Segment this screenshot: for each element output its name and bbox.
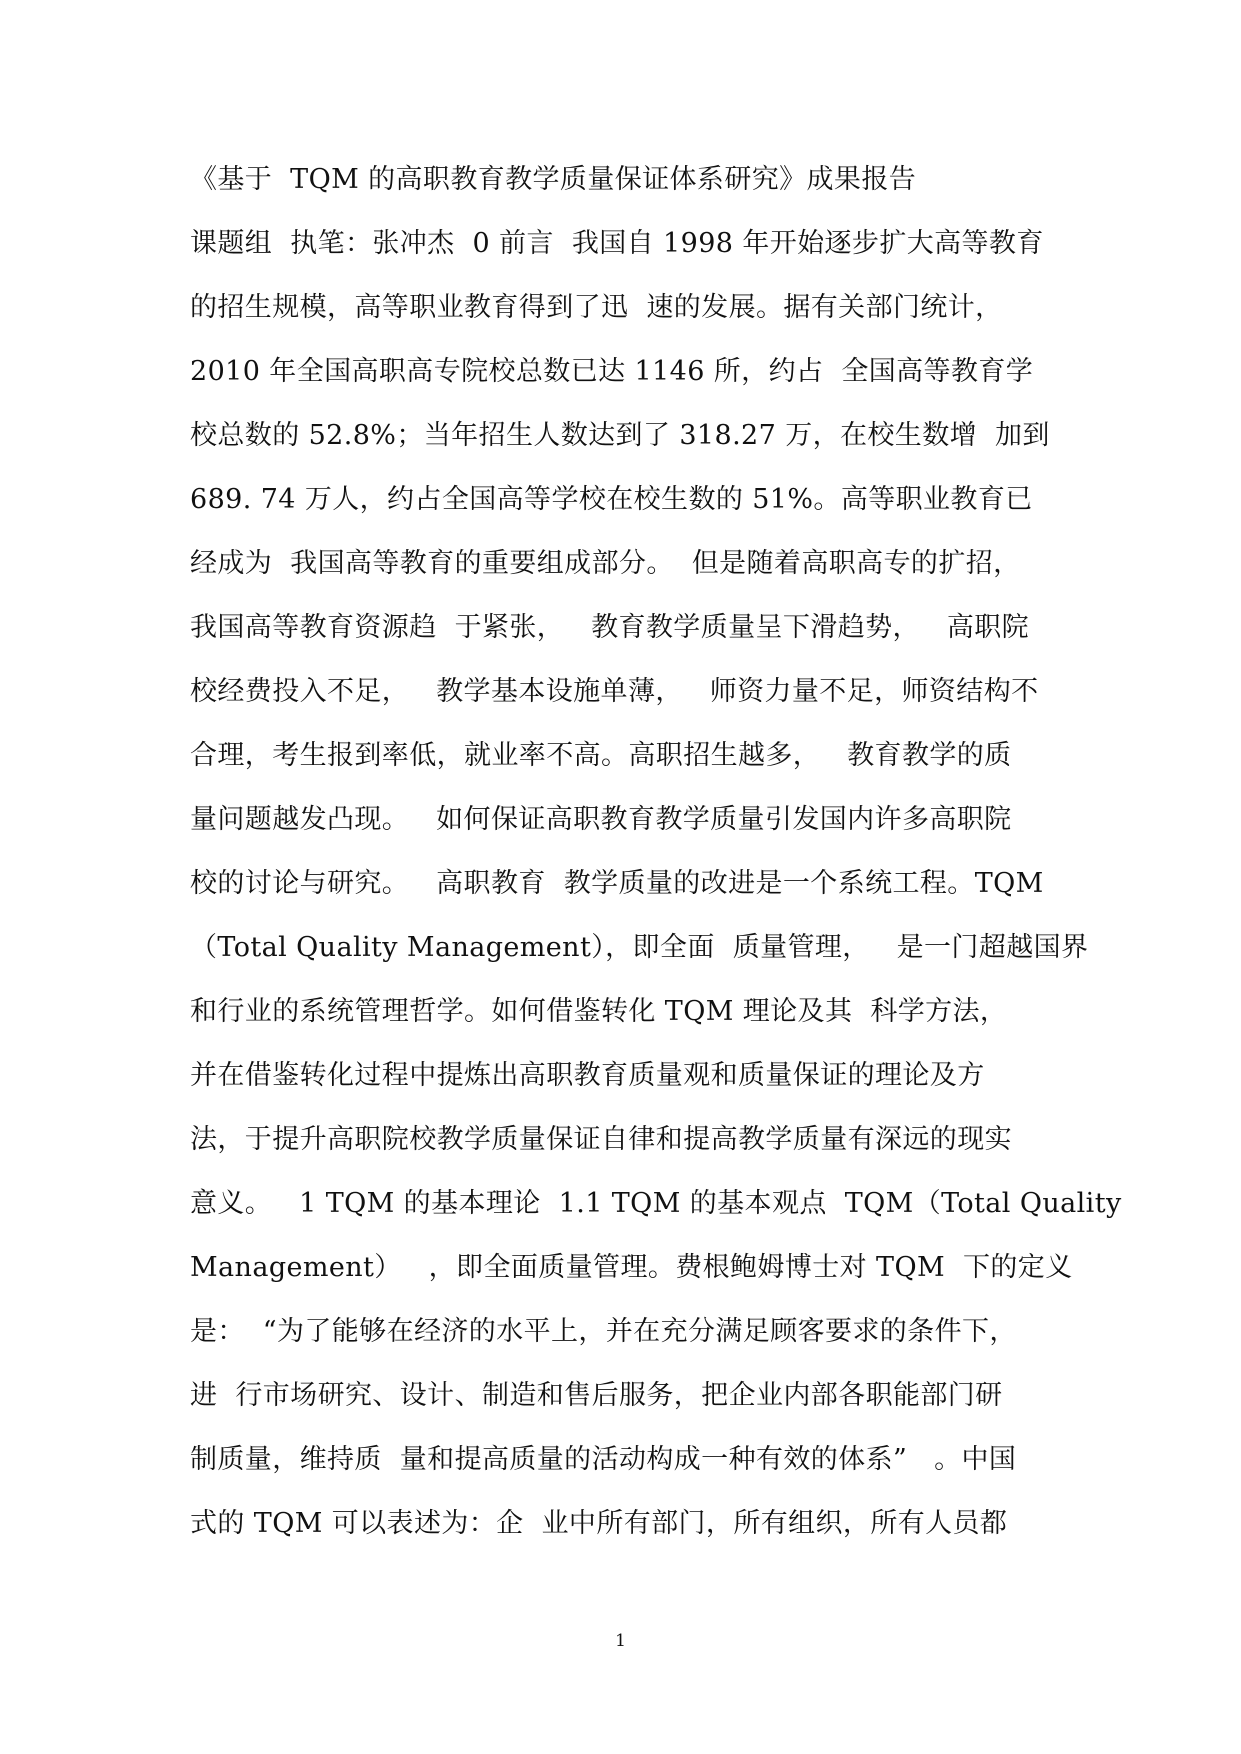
- body-line: 校经费投入不足， 教学基本设施单薄， 师资力量不足，师资结构不: [190, 676, 1039, 707]
- body-line: 并在借鉴转化过程中提炼出高职教育质量观和质量保证的理论及方: [190, 1060, 985, 1091]
- body-line: 是： “为了能够在经济的水平上，并在充分满足顾客要求的条件下，: [190, 1316, 1017, 1347]
- body-line: Management） ，即全面质量管理。费根鲍姆博士对 TQM 下的定义: [190, 1252, 1073, 1283]
- body-line: 进 行市场研究、设计、制造和售后服务，把企业内部各职能部门研: [190, 1380, 1003, 1411]
- body-line: 意义。 1 TQM 的基本理论 1.1 TQM 的基本观点 TQM（Total Quality: [190, 1188, 1122, 1219]
- body-line: 校的讨论与研究。 高职教育 教学质量的改进是一个系统工程。TQM: [190, 868, 1044, 899]
- body-line: 我国高等教育资源趋 于紧张， 教育教学质量呈下滑趋势， 高职院: [190, 612, 1030, 643]
- page-number: 1: [615, 1631, 626, 1651]
- body-line: 689. 74 万人，约占全国高等学校在校生数的 51%。高等职业教育已: [190, 484, 1033, 515]
- body-line: 2010 年全国高职高专院校总数已达 1146 所，约占 全国高等教育学: [190, 356, 1034, 387]
- body-line: 校总数的 52.8%；当年招生人数达到了 318.27 万，在校生数增 加到: [190, 420, 1050, 451]
- body-line: 合理，考生报到率低，就业率不高。高职招生越多， 教育教学的质: [190, 740, 1012, 771]
- body-line: （Total Quality Management），即全面 质量管理， 是一门超越国界: [190, 932, 1089, 963]
- body-line: 量问题越发凸现。 如何保证高职教育教学质量引发国内许多高职院: [190, 804, 1012, 835]
- body-line: 经成为 我国高等教育的重要组成部分。 但是随着高职高专的扩招，: [190, 548, 1021, 579]
- body-line: 和行业的系统管理哲学。如何借鉴转化 TQM 理论及其 科学方法，: [190, 996, 1008, 1027]
- body-line: 课题组 执笔：张冲杰 0 前言 我国自 1998 年开始逐步扩大高等教育: [190, 228, 1044, 259]
- document-title: 《基于 TQM 的高职教育教学质量保证体系研究》成果报告: [190, 164, 917, 195]
- body-line: 的招生规模，高等职业教育得到了迅 速的发展。据有关部门统计，: [190, 292, 1003, 323]
- body-line: 式的 TQM 可以表述为：企 业中所有部门，所有组织，所有人员都: [190, 1508, 1008, 1539]
- body-line: 法，于提升高职院校教学质量保证自律和提高教学质量有深远的现实: [190, 1124, 1012, 1155]
- body-line: 制质量，维持质 量和提高质量的活动构成一种有效的体系” 。中国: [190, 1444, 1017, 1475]
